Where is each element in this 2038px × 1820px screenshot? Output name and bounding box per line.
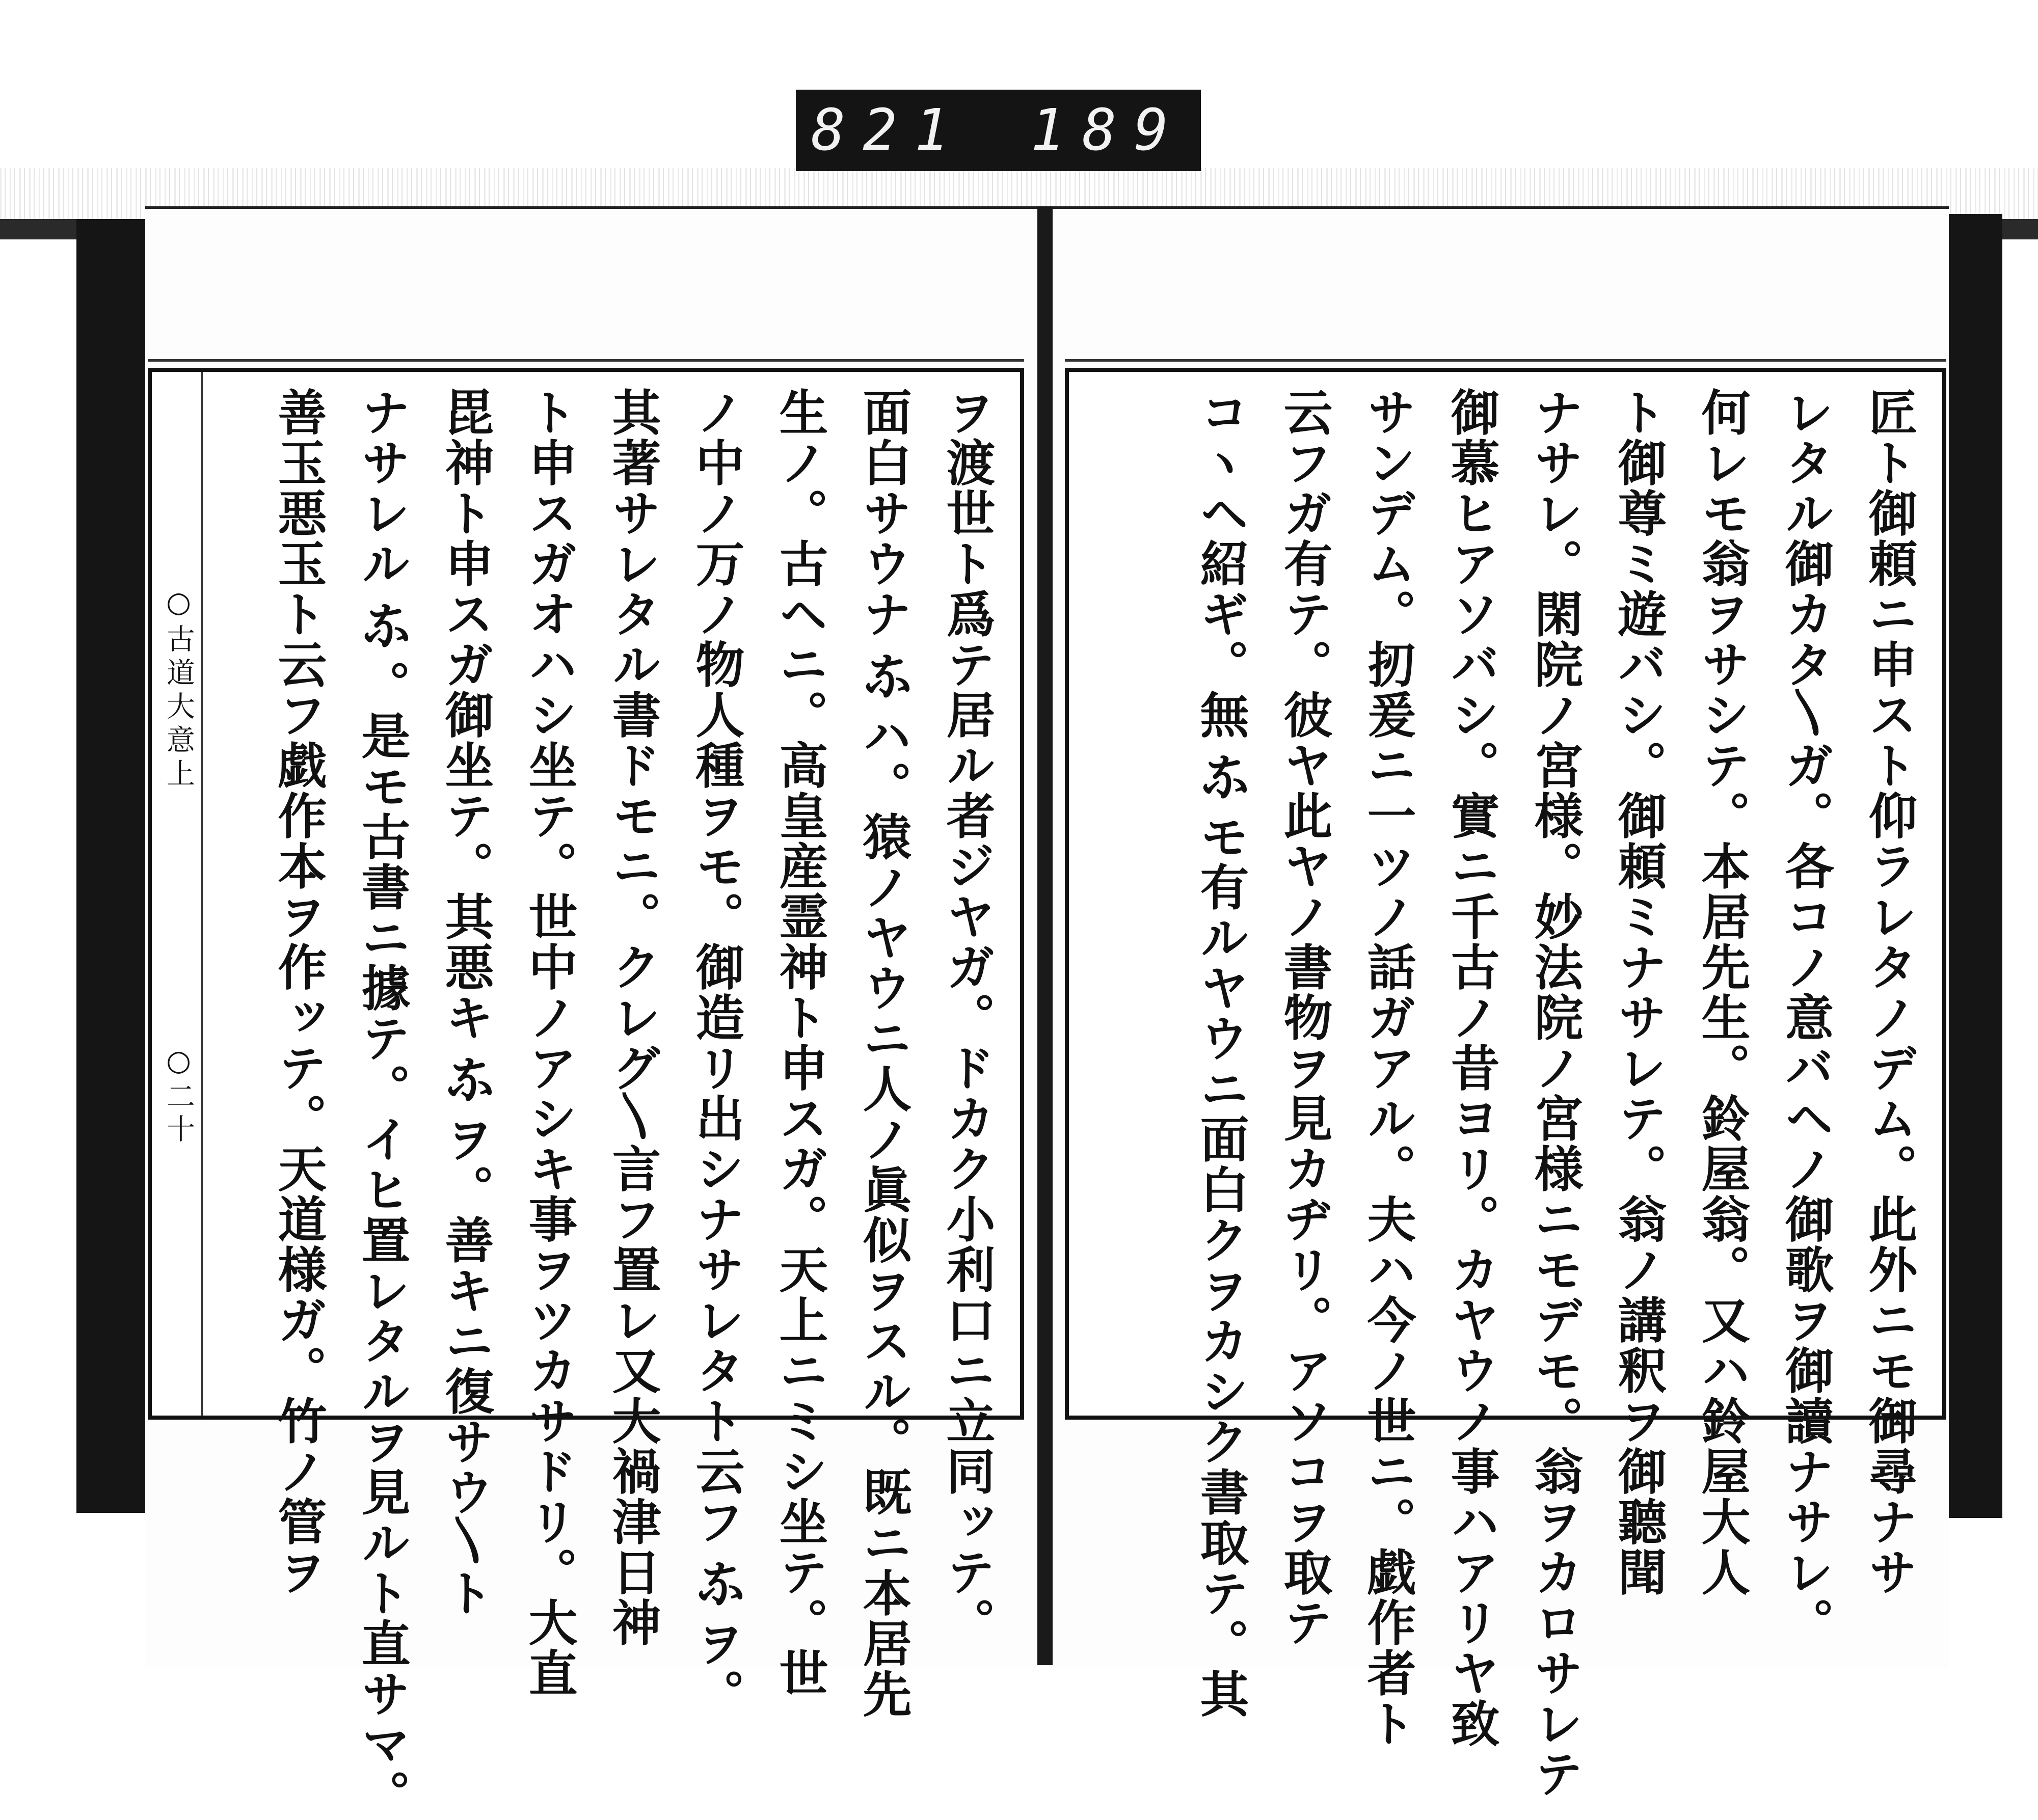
- text-column: ト申スガオハシ坐テ。世中ノアシキ事ヲツカサドリ。大直: [521, 387, 578, 1698]
- text-column: 善玉悪玉ト云フ戯作本ヲ作ッテ。天道様ガ。竹ノ管ヲ: [270, 387, 328, 1597]
- text-column: ノ中ノ万ノ物人種ヲモ。御造リ出シナサレタト云フ𛂁ヲ。: [688, 387, 745, 1719]
- text-column: 其著サレタル書ドモニ。クレグ〵言フ置レ又大禍津日神: [604, 387, 662, 1648]
- call-number-right: 189: [1030, 97, 1186, 164]
- text-column: 匠ト御頼ニ申スト仰ラレタノデム。此外ニモ御尋ナサ: [1861, 387, 1918, 1597]
- right-page-header-rule: [1065, 359, 1946, 362]
- text-column: 毘神ト申スガ御坐テ。其悪キ𛂁ヲ。善キニ復サウ〵ト: [437, 387, 495, 1618]
- text-column: ヲ渡世ト爲テ居ル者ジヤガ。ドカク小利口ニ立同ッテ。: [938, 387, 996, 1648]
- text-column: ナサレ。閑院ノ宮様。妙法院ノ宮様ニモデモ。翁ヲカロサレテ: [1526, 387, 1584, 1799]
- text-column: レタル御カタ〵ガ。各コノ意バヘノ御歌ヲ御讀ナサレ。: [1777, 387, 1835, 1648]
- book-gutter: [1037, 206, 1053, 1665]
- call-number-left: 821: [811, 97, 967, 164]
- book-edge-left: [76, 219, 148, 1513]
- text-column: 御慕ヒアソバシ。實ニ千古ノ昔ヨリ。カヤウノ事ハアリヤ致: [1443, 387, 1500, 1749]
- running-title: ○古道大意上: [162, 586, 195, 792]
- book-spine-shadow-left: [0, 219, 76, 239]
- text-column: ト御尊ミ遊バシ。御頼ミナサレテ。翁ノ講釈ヲ御聽聞: [1610, 387, 1668, 1597]
- text-column: 生ノ。古ヘニ。高皇産霊神ト申スガ。天上ニミシ坐テ。世: [771, 387, 829, 1698]
- text-column: 何レモ翁ヲサシテ。本居先生。鈴屋翁。又ハ鈴屋大人: [1694, 387, 1751, 1597]
- page-number: ○二十: [162, 1044, 195, 1147]
- book-spine-shadow-right: [2002, 219, 2038, 239]
- text-column: 面白サウナ𛂁ハ。猿ノヤウニ人ノ眞似ヲスル。既ニ本居先: [855, 387, 913, 1719]
- text-column: 云フガ有テ。彼ヤ此ヤノ書物ヲ見カヂリ。アソコヲ取テ: [1276, 387, 1333, 1648]
- right-page-text: [1085, 387, 1931, 1799]
- left-margin-divider: [201, 372, 203, 1416]
- text-column: ナサレル𛂁。是モ古書ニ據テ。イヒ置レタルヲ見ルト直サマ。: [354, 387, 411, 1820]
- text-column: サンデム。扨爰ニ一ツノ話ガアル。夫ハ今ノ世ニ。戯作者ト: [1359, 387, 1417, 1749]
- text-column: コヽヘ紹ギ。無𛂁モ有ルヤウニ面白クヲカシク書取テ。其: [1192, 387, 1250, 1719]
- left-page-text: [204, 387, 1009, 1820]
- call-number-label: [796, 90, 1201, 171]
- left-page-header-rule: [148, 359, 1024, 362]
